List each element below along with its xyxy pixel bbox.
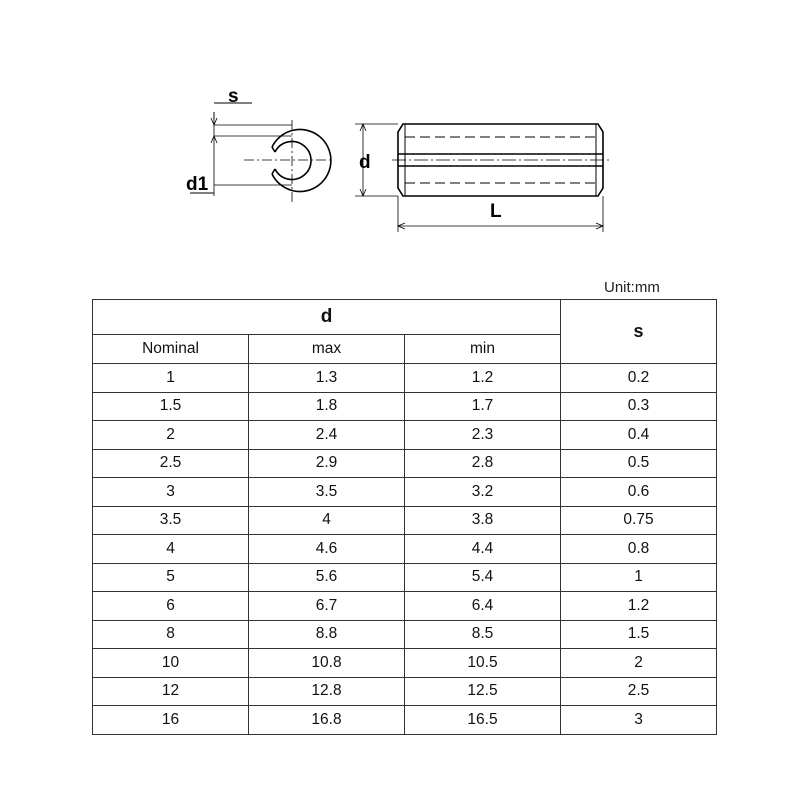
cell-nominal: 4 bbox=[93, 535, 249, 564]
cell-min: 5.4 bbox=[405, 563, 561, 592]
header-min: min bbox=[405, 335, 561, 364]
cell-max: 10.8 bbox=[249, 649, 405, 678]
table-row bbox=[93, 677, 717, 706]
cell-s: 1 bbox=[561, 563, 717, 592]
cell-max: 5.6 bbox=[249, 563, 405, 592]
cell-min: 2.3 bbox=[405, 421, 561, 450]
cell-s: 2.5 bbox=[561, 677, 717, 706]
cell-s: 0.5 bbox=[561, 449, 717, 478]
cell-nominal: 16 bbox=[93, 706, 249, 735]
header-max: max bbox=[249, 335, 405, 364]
cell-min: 2.8 bbox=[405, 449, 561, 478]
label-L: L bbox=[490, 201, 502, 222]
cell-min: 1.2 bbox=[405, 364, 561, 393]
unit-label: Unit:mm bbox=[604, 279, 660, 296]
cell-s: 0.6 bbox=[561, 478, 717, 507]
cell-min: 10.5 bbox=[405, 649, 561, 678]
cell-nominal: 3 bbox=[93, 478, 249, 507]
table-row bbox=[93, 563, 717, 592]
cell-min: 3.2 bbox=[405, 478, 561, 507]
cell-max: 4.6 bbox=[249, 535, 405, 564]
cell-max: 2.9 bbox=[249, 449, 405, 478]
cell-nominal: 6 bbox=[93, 592, 249, 621]
cell-max: 4 bbox=[249, 506, 405, 535]
cell-min: 1.7 bbox=[405, 392, 561, 421]
cell-max: 16.8 bbox=[249, 706, 405, 735]
cell-nominal: 2.5 bbox=[93, 449, 249, 478]
header-nominal: Nominal bbox=[93, 335, 249, 364]
cell-s: 0.8 bbox=[561, 535, 717, 564]
cell-s: 1.5 bbox=[561, 620, 717, 649]
cell-max: 6.7 bbox=[249, 592, 405, 621]
cell-min: 16.5 bbox=[405, 706, 561, 735]
cell-s: 0.2 bbox=[561, 364, 717, 393]
label-d1: d1 bbox=[186, 174, 209, 195]
cell-s: 0.3 bbox=[561, 392, 717, 421]
cell-s: 0.75 bbox=[561, 506, 717, 535]
cell-s: 3 bbox=[561, 706, 717, 735]
cell-min: 3.8 bbox=[405, 506, 561, 535]
cell-max: 8.8 bbox=[249, 620, 405, 649]
cell-max: 3.5 bbox=[249, 478, 405, 507]
table-row bbox=[93, 592, 717, 621]
cell-s: 0.4 bbox=[561, 421, 717, 450]
cell-min: 12.5 bbox=[405, 677, 561, 706]
table-row bbox=[93, 706, 717, 735]
table-row bbox=[93, 506, 717, 535]
cell-nominal: 1 bbox=[93, 364, 249, 393]
table-row bbox=[93, 478, 717, 507]
cell-min: 6.4 bbox=[405, 592, 561, 621]
cell-max: 2.4 bbox=[249, 421, 405, 450]
header-s: s bbox=[561, 300, 717, 364]
cell-max: 12.8 bbox=[249, 677, 405, 706]
table-row bbox=[93, 392, 717, 421]
cell-s: 2 bbox=[561, 649, 717, 678]
dimension-table bbox=[92, 299, 717, 735]
cell-nominal: 8 bbox=[93, 620, 249, 649]
side-view bbox=[355, 124, 610, 232]
cell-min: 8.5 bbox=[405, 620, 561, 649]
cell-s: 1.2 bbox=[561, 592, 717, 621]
table-row bbox=[93, 535, 717, 564]
table-row bbox=[93, 449, 717, 478]
header-d: d bbox=[93, 300, 561, 335]
cell-nominal: 2 bbox=[93, 421, 249, 450]
cell-nominal: 3.5 bbox=[93, 506, 249, 535]
label-s: s bbox=[228, 86, 239, 107]
cell-nominal: 12 bbox=[93, 677, 249, 706]
cell-nominal: 10 bbox=[93, 649, 249, 678]
table-row bbox=[93, 649, 717, 678]
label-d: d bbox=[359, 152, 371, 173]
cell-min: 4.4 bbox=[405, 535, 561, 564]
cell-nominal: 5 bbox=[93, 563, 249, 592]
cell-max: 1.3 bbox=[249, 364, 405, 393]
cell-max: 1.8 bbox=[249, 392, 405, 421]
table-row bbox=[93, 421, 717, 450]
table-row bbox=[93, 364, 717, 393]
spring-pin-drawing bbox=[0, 0, 800, 270]
cell-nominal: 1.5 bbox=[93, 392, 249, 421]
end-view bbox=[190, 103, 331, 202]
table-row bbox=[93, 620, 717, 649]
